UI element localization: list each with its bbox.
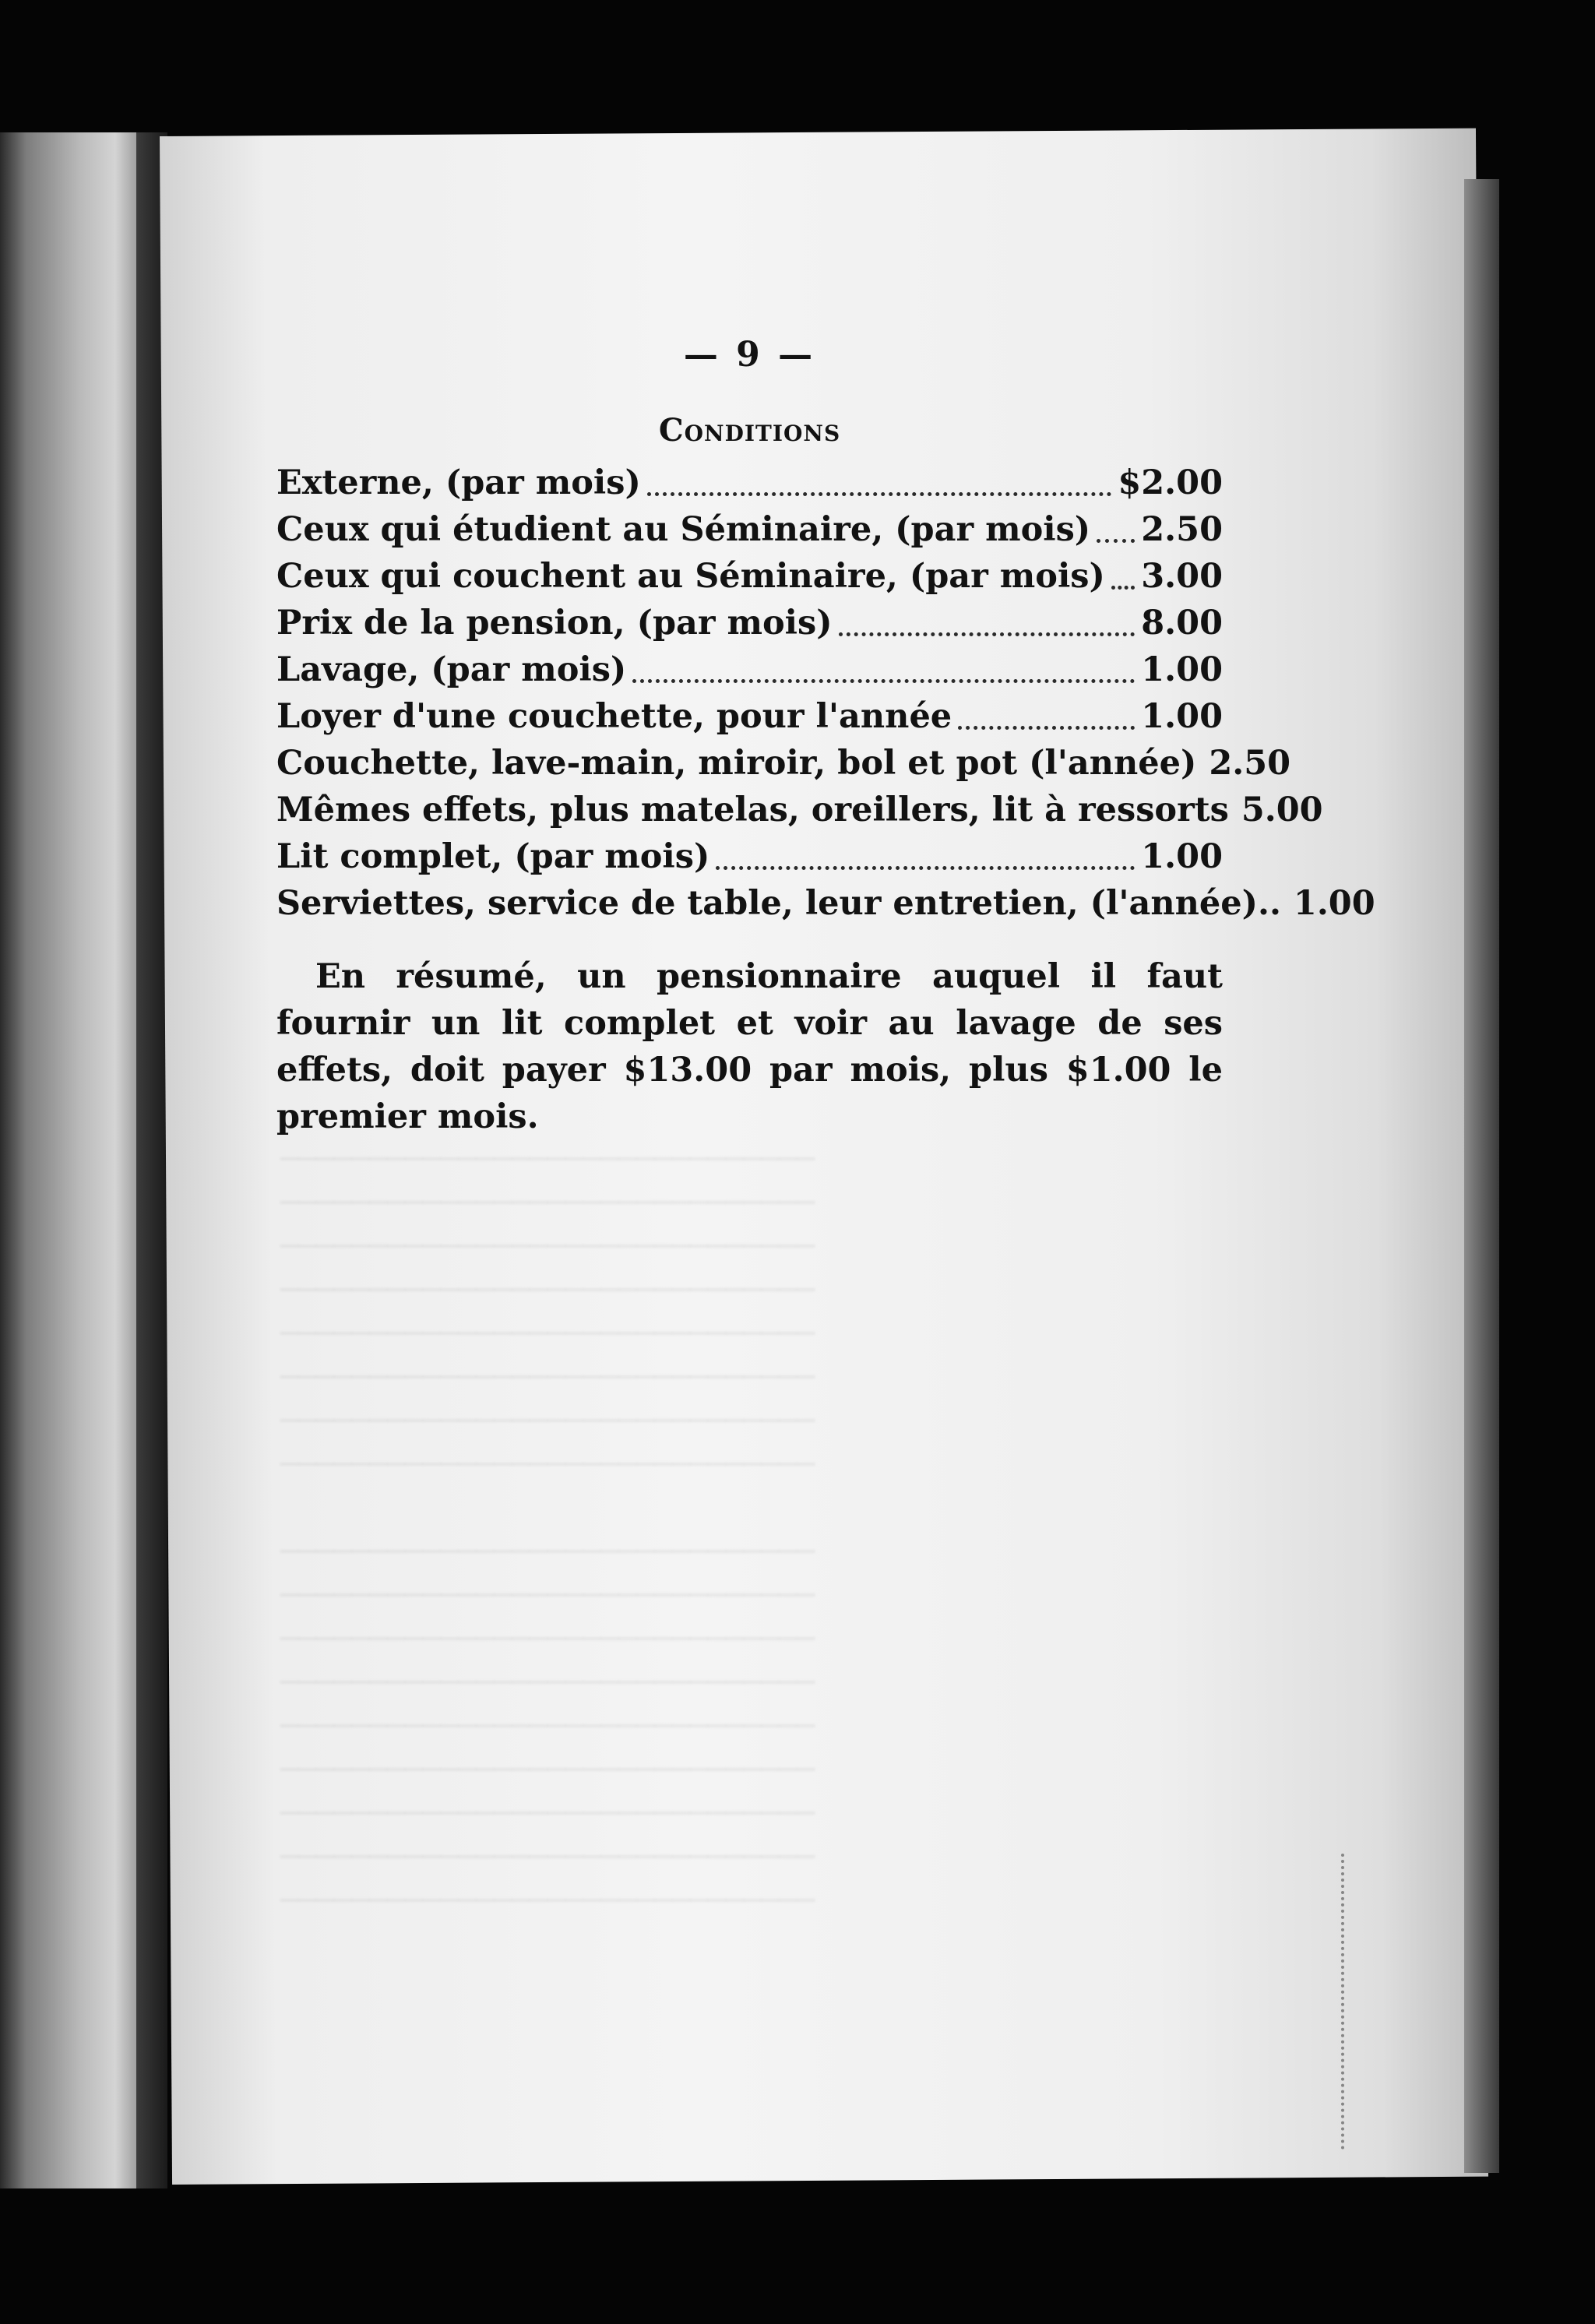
fee-row	[276, 600, 1223, 646]
dot-leader	[716, 866, 1135, 870]
dot-leader	[1111, 586, 1135, 590]
fee-amount: 2.50	[1209, 744, 1291, 783]
fee-amount: 1.00	[1141, 837, 1223, 876]
fee-label: Ceux qui couchent au Séminaire, (par mois)	[276, 557, 1105, 596]
dot-leader	[647, 492, 1112, 496]
fee-row	[276, 693, 1223, 740]
fee-row	[276, 553, 1223, 600]
fee-list	[276, 460, 1375, 927]
previous-page-edge	[0, 132, 144, 2188]
margin-dot-marks	[1341, 1854, 1360, 2150]
fee-label: Mêmes effets, plus matelas, oreillers, lit à ressorts	[276, 791, 1229, 829]
page-edge-right	[1464, 179, 1499, 2173]
fee-amount: $2.00	[1118, 463, 1223, 502]
fee-row	[276, 506, 1223, 553]
fee-row	[276, 787, 1323, 833]
fee-row	[276, 740, 1291, 787]
fee-amount: 1.00	[1141, 697, 1223, 736]
fee-label: Lavage, (par mois)	[276, 650, 627, 689]
fee-amount: 8.00	[1141, 604, 1223, 643]
page-content	[276, 335, 1375, 1174]
fee-label: Loyer d'une couchette, pour l'année	[276, 697, 952, 736]
dot-leader	[632, 679, 1135, 683]
fee-label: Couchette, lave-main, miroir, bol et pot (l'année)	[276, 744, 1197, 783]
fee-label: Lit complet, (par mois)	[276, 837, 710, 876]
dot-leader	[839, 632, 1136, 636]
fee-label: Serviettes, service de table, leur entretien, (l'année)..	[276, 884, 1281, 923]
fee-label: Externe, (par mois)	[276, 463, 641, 502]
dot-leader	[958, 726, 1135, 730]
fee-label: Prix de la pension, (par mois)	[276, 604, 833, 643]
fee-row	[276, 880, 1375, 927]
bleed-through-text: ────────────────────────────── ────────────────────────────── ────────────────────────────── ────────────────────────────── ────────────────────────────── ────────────────────────────── ────────────────────────────── ────────────────────────────── ────────────────────────────── ────────────────────────────── ────────────────────────────── ────────────────────────────── ────────────────────────────── ────────────────────────────── ────────────────────────────── ────────────────────────────── ──────────────────────────────	[280, 1142, 815, 1917]
fee-amount: 3.00	[1141, 557, 1223, 596]
fee-amount: 2.50	[1141, 510, 1223, 549]
fee-amount: 1.00	[1293, 884, 1375, 923]
fee-row	[276, 833, 1223, 880]
summary-paragraph: En résumé, un pensionnaire auquel il faut fournir un lit complet et voir au lavage de ses effets, doit payer $13.00 par mois, plus $1.00 le premier mois.	[276, 957, 1223, 1136]
fee-row	[276, 646, 1223, 693]
section-heading: Conditions	[658, 412, 841, 449]
fee-amount: 5.00	[1241, 791, 1323, 829]
fee-label: Ceux qui étudient au Séminaire, (par mois)	[276, 510, 1091, 549]
page-number: — 9 —	[683, 335, 816, 375]
fee-row	[276, 460, 1223, 506]
dot-leader	[1097, 539, 1135, 543]
fee-amount: 1.00	[1141, 650, 1223, 689]
